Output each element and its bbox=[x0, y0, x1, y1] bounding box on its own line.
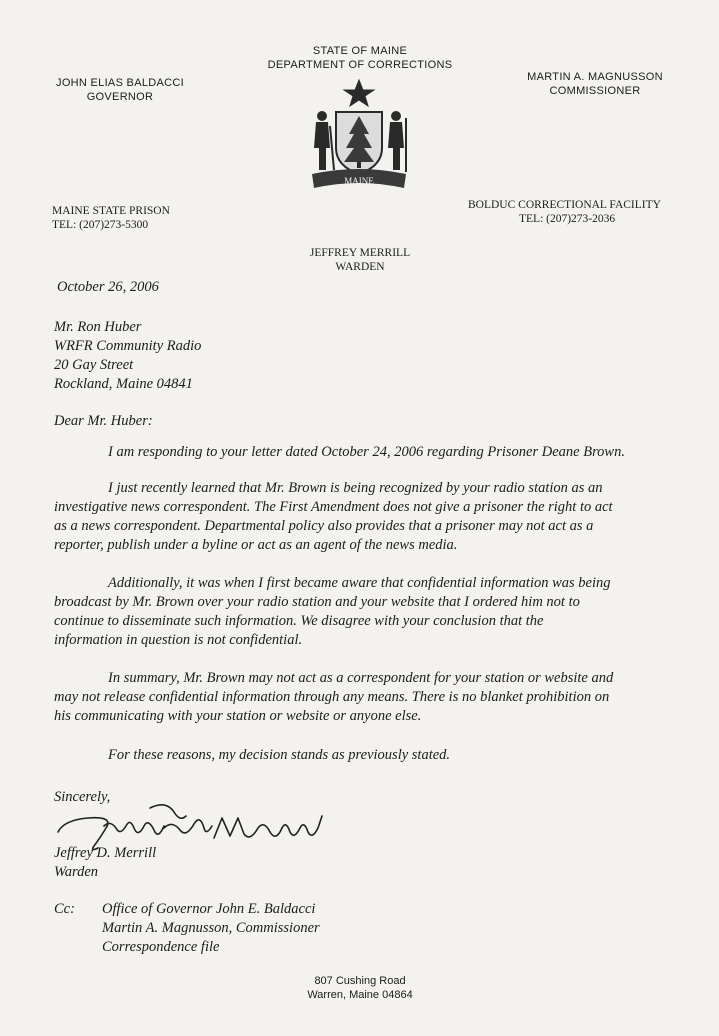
letterhead-center bbox=[230, 44, 490, 72]
governor-title: GOVERNOR bbox=[86, 91, 154, 103]
recipient-street: 20 Gay Street bbox=[54, 357, 134, 373]
paragraph-line: may not release confidential information through any means. There is no blanket prohibition on bbox=[54, 689, 610, 705]
recipient-city: Rockland, Maine 04841 bbox=[54, 376, 193, 392]
paragraph-line: In summary, Mr. Brown may not act as a correspondent for your station or website and bbox=[108, 670, 614, 686]
prison-name: MAINE STATE PRISON bbox=[52, 205, 170, 217]
paragraph-3 bbox=[54, 574, 674, 650]
signer-name: Jeffrey D. Merrill bbox=[54, 845, 157, 861]
paragraph-1 bbox=[54, 443, 674, 462]
closing: Sincerely, bbox=[54, 789, 111, 805]
paragraph-line: I am responding to your letter dated October 24, 2006 regarding Prisoner Deane Brown. bbox=[108, 444, 625, 460]
cc-recipient: Correspondence file bbox=[102, 939, 220, 955]
paragraph-line: I just recently learned that Mr. Brown is being recognized by your radio station as an bbox=[108, 480, 603, 496]
paragraph-line: Additionally, it was when I first became aware that confidential information was being bbox=[108, 575, 611, 591]
bolduc-contact bbox=[468, 198, 708, 226]
salutation: Dear Mr. Huber: bbox=[54, 413, 153, 429]
paragraph-line: reporter, publish under a byline or act as an agent of the news media. bbox=[54, 537, 458, 553]
paragraph-line: continue to disseminate such information. We disagree with your conclusion that the bbox=[54, 613, 544, 629]
recipient-address bbox=[54, 318, 201, 394]
paragraph-line: broadcast by Mr. Brown over your radio station and your website that I ordered him not to bbox=[54, 594, 580, 610]
prison-phone: TEL: (207)273-5300 bbox=[52, 219, 149, 231]
bolduc-name: BOLDUC CORRECTIONAL FACILITY bbox=[468, 199, 661, 211]
commissioner-title: COMMISSIONER bbox=[549, 85, 641, 97]
paragraph-4 bbox=[54, 669, 674, 726]
paragraph-line: as a news correspondent. Departmental policy also provides that a prisoner may not act as a bbox=[54, 518, 594, 534]
department-name: DEPARTMENT OF CORRECTIONS bbox=[267, 59, 453, 71]
warden-title: WARDEN bbox=[335, 261, 385, 273]
paragraph-line: information in question is not confidential. bbox=[54, 632, 303, 648]
warden-name: JEFFREY MERRILL bbox=[309, 247, 411, 259]
footer-city: Warren, Maine 04864 bbox=[307, 989, 413, 1001]
recipient-name: Mr. Ron Huber bbox=[54, 319, 142, 335]
cc-recipient: Office of Governor John E. Baldacci bbox=[102, 901, 316, 917]
cc-list bbox=[102, 900, 320, 957]
prison-contact bbox=[52, 204, 272, 232]
warden-block bbox=[290, 246, 430, 274]
commissioner-name: MARTIN A. MAGNUSSON bbox=[527, 71, 663, 83]
signature-block bbox=[54, 844, 156, 882]
governor-name: JOHN ELIAS BALDACCI bbox=[56, 77, 184, 89]
letter-date: October 26, 2006 bbox=[57, 279, 159, 295]
governor-block bbox=[40, 76, 200, 104]
recipient-organization: WRFR Community Radio bbox=[54, 338, 202, 354]
maine-state-seal bbox=[300, 78, 418, 194]
commissioner-block bbox=[505, 70, 685, 98]
paragraph-line: investigative news correspondent. The First Amendment does not give a prisoner the right to act bbox=[54, 499, 613, 515]
footer-address bbox=[280, 974, 440, 1002]
paragraph-line: his communicating with your station or website or anyone else. bbox=[54, 708, 422, 724]
paragraph-2 bbox=[54, 479, 674, 555]
footer-street: 807 Cushing Road bbox=[314, 975, 406, 987]
state-name: STATE OF MAINE bbox=[312, 45, 408, 57]
paragraph-line: For these reasons, my decision stands as previously stated. bbox=[108, 747, 451, 763]
seal-text: MAINE bbox=[344, 176, 374, 186]
cc-label: Cc: bbox=[54, 901, 75, 917]
paragraph-5 bbox=[54, 746, 674, 765]
signer-title: Warden bbox=[54, 864, 99, 880]
cc-recipient: Martin A. Magnusson, Commissioner bbox=[102, 920, 320, 936]
bolduc-phone: TEL: (207)273-2036 bbox=[519, 213, 616, 225]
